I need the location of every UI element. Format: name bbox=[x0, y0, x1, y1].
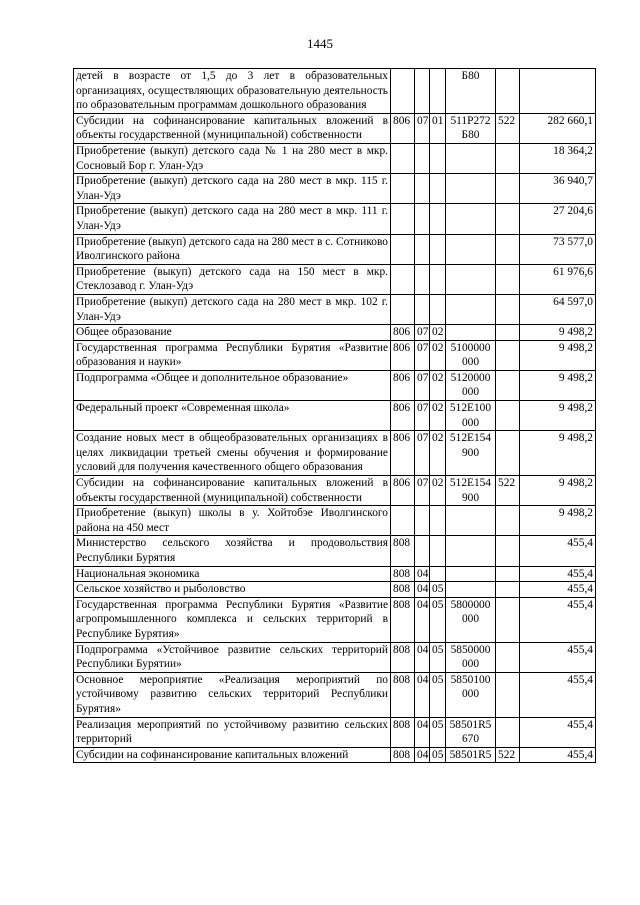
cell-name: Создание новых мест в общеобразовательных организациях в целях ликвидации третьей смены обучения и формирование условий для получения качественного общего образования bbox=[74, 431, 391, 476]
cell-name: Реализация мероприятий по устойчивому развитию сельских территорий bbox=[74, 717, 391, 747]
cell-pr bbox=[430, 234, 446, 264]
cell-pr: 01 bbox=[430, 113, 446, 143]
cell-sum: 455,4 bbox=[520, 597, 596, 642]
cell-rz: 07 bbox=[415, 325, 430, 341]
cell-sum: 455,4 bbox=[520, 672, 596, 717]
cell-name: Сельское хозяйство и рыболовство bbox=[74, 582, 391, 598]
table-row bbox=[74, 143, 596, 173]
cell-rz: 07 bbox=[415, 401, 430, 431]
table-row bbox=[74, 597, 596, 642]
cell-sum: 9 498,2 bbox=[520, 370, 596, 400]
cell-sum: 73 577,0 bbox=[520, 234, 596, 264]
cell-name: Общее образование bbox=[74, 325, 391, 341]
cell-csr bbox=[446, 325, 496, 341]
cell-sum: 455,4 bbox=[520, 717, 596, 747]
table-row bbox=[74, 174, 596, 204]
table-row bbox=[74, 340, 596, 370]
cell-name: Федеральный проект «Современная школа» bbox=[74, 401, 391, 431]
cell-vr bbox=[496, 264, 520, 294]
cell-sum: 455,4 bbox=[520, 582, 596, 598]
table-row bbox=[74, 264, 596, 294]
cell-vr bbox=[496, 582, 520, 598]
cell-rz: 07 bbox=[415, 476, 430, 506]
cell-rz bbox=[415, 294, 430, 324]
cell-rz: 04 bbox=[415, 642, 430, 672]
cell-sum bbox=[520, 69, 596, 114]
cell-vr: 522 bbox=[496, 113, 520, 143]
table-row bbox=[74, 431, 596, 476]
cell-ved bbox=[391, 234, 415, 264]
table-row bbox=[74, 536, 596, 566]
cell-name: Приобретение (выкуп) детского сада на 150 мест в мкр. Стеклозавод г. Улан-Удэ bbox=[74, 264, 391, 294]
cell-pr: 02 bbox=[430, 370, 446, 400]
cell-pr bbox=[430, 536, 446, 566]
cell-name: Субсидии на софинансирование капитальных вложений в объекты государственной (муниципальной) собственности bbox=[74, 113, 391, 143]
table-row bbox=[74, 717, 596, 747]
cell-sum: 9 498,2 bbox=[520, 506, 596, 536]
table-row bbox=[74, 294, 596, 324]
cell-rz bbox=[415, 69, 430, 114]
cell-sum: 282 660,1 bbox=[520, 113, 596, 143]
cell-vr bbox=[496, 672, 520, 717]
cell-rz: 04 bbox=[415, 672, 430, 717]
cell-vr bbox=[496, 717, 520, 747]
cell-sum: 9 498,2 bbox=[520, 401, 596, 431]
cell-sum: 9 498,2 bbox=[520, 431, 596, 476]
cell-csr: 5120000 000 bbox=[446, 370, 496, 400]
table-row bbox=[74, 582, 596, 598]
cell-csr bbox=[446, 506, 496, 536]
budget-table-body bbox=[74, 69, 596, 763]
cell-name: Субсидии на софинансирование капитальных вложений в объекты государственной (муниципальной) собственности bbox=[74, 476, 391, 506]
cell-rz: 07 bbox=[415, 340, 430, 370]
cell-ved: 808 bbox=[391, 597, 415, 642]
cell-csr: 5850000 000 bbox=[446, 642, 496, 672]
table-row bbox=[74, 325, 596, 341]
cell-rz bbox=[415, 264, 430, 294]
cell-sum: 27 204,6 bbox=[520, 204, 596, 234]
cell-ved: 808 bbox=[391, 536, 415, 566]
cell-vr bbox=[496, 294, 520, 324]
cell-name: Приобретение (выкуп) детского сада на 280 мест в мкр. 111 г. Улан-Удэ bbox=[74, 204, 391, 234]
cell-pr: 05 bbox=[430, 717, 446, 747]
cell-pr bbox=[430, 204, 446, 234]
cell-sum: 36 940,7 bbox=[520, 174, 596, 204]
cell-csr bbox=[446, 294, 496, 324]
cell-name: детей в возрасте от 1,5 до 3 лет в образовательных организациях, осуществляющих образовательную деятельность по образовательным программам дошкольного образования bbox=[74, 69, 391, 114]
cell-vr: 522 bbox=[496, 476, 520, 506]
cell-ved: 808 bbox=[391, 672, 415, 717]
cell-ved bbox=[391, 506, 415, 536]
cell-rz: 04 bbox=[415, 717, 430, 747]
cell-vr bbox=[496, 506, 520, 536]
cell-vr bbox=[496, 340, 520, 370]
table-row bbox=[74, 234, 596, 264]
cell-pr: 05 bbox=[430, 747, 446, 763]
cell-rz: 04 bbox=[415, 566, 430, 582]
cell-ved: 808 bbox=[391, 582, 415, 598]
cell-ved: 806 bbox=[391, 340, 415, 370]
cell-pr: 02 bbox=[430, 476, 446, 506]
cell-vr bbox=[496, 69, 520, 114]
cell-csr: 512Е100 000 bbox=[446, 401, 496, 431]
cell-csr bbox=[446, 174, 496, 204]
cell-ved: 808 bbox=[391, 566, 415, 582]
cell-name: Основное мероприятие «Реализация мероприятий по устойчивому развитию сельских территорий Республики Бурятия» bbox=[74, 672, 391, 717]
table-row bbox=[74, 672, 596, 717]
cell-name: Подпрограмма «Общее и дополнительное образование» bbox=[74, 370, 391, 400]
cell-pr: 02 bbox=[430, 431, 446, 476]
cell-ved: 806 bbox=[391, 401, 415, 431]
cell-csr bbox=[446, 536, 496, 566]
cell-vr bbox=[496, 325, 520, 341]
cell-rz: 04 bbox=[415, 597, 430, 642]
cell-name: Приобретение (выкуп) детского сада на 280 мест в мкр. 115 г. Улан-Удэ bbox=[74, 174, 391, 204]
cell-ved: 808 bbox=[391, 642, 415, 672]
cell-name: Приобретение (выкуп) детского сада на 280 мест в с. Сотниково Иволгинского района bbox=[74, 234, 391, 264]
cell-ved: 806 bbox=[391, 431, 415, 476]
cell-sum: 455,4 bbox=[520, 747, 596, 763]
table-row bbox=[74, 401, 596, 431]
cell-csr bbox=[446, 143, 496, 173]
cell-csr: 58501R5 670 bbox=[446, 717, 496, 747]
cell-pr: 02 bbox=[430, 325, 446, 341]
cell-csr: 512Е154 900 bbox=[446, 476, 496, 506]
budget-table bbox=[73, 68, 596, 763]
table-row bbox=[74, 506, 596, 536]
cell-rz: 04 bbox=[415, 582, 430, 598]
cell-csr: 58501R5 bbox=[446, 747, 496, 763]
cell-sum: 61 976,6 bbox=[520, 264, 596, 294]
cell-csr: 512Е154 900 bbox=[446, 431, 496, 476]
cell-rz bbox=[415, 204, 430, 234]
cell-sum: 18 364,2 bbox=[520, 143, 596, 173]
cell-sum: 455,4 bbox=[520, 642, 596, 672]
cell-vr bbox=[496, 204, 520, 234]
cell-pr: 05 bbox=[430, 642, 446, 672]
cell-ved: 806 bbox=[391, 370, 415, 400]
cell-name: Приобретение (выкуп) школы в у. Хойтобэе Иволгинского района на 450 мест bbox=[74, 506, 391, 536]
cell-rz bbox=[415, 143, 430, 173]
cell-vr bbox=[496, 401, 520, 431]
cell-name: Подпрограмма «Устойчивое развитие сельских территорий Республики Бурятии» bbox=[74, 642, 391, 672]
cell-ved: 806 bbox=[391, 476, 415, 506]
table-row bbox=[74, 642, 596, 672]
cell-csr: Б80 bbox=[446, 69, 496, 114]
cell-ved bbox=[391, 294, 415, 324]
table-row bbox=[74, 204, 596, 234]
cell-vr bbox=[496, 143, 520, 173]
cell-csr bbox=[446, 566, 496, 582]
cell-pr bbox=[430, 264, 446, 294]
cell-ved bbox=[391, 264, 415, 294]
cell-rz bbox=[415, 506, 430, 536]
cell-vr: 522 bbox=[496, 747, 520, 763]
cell-sum: 9 498,2 bbox=[520, 476, 596, 506]
cell-rz bbox=[415, 174, 430, 204]
cell-vr bbox=[496, 234, 520, 264]
table-row bbox=[74, 476, 596, 506]
cell-rz: 07 bbox=[415, 113, 430, 143]
cell-pr: 05 bbox=[430, 582, 446, 598]
cell-name: Приобретение (выкуп) детского сада на 280 мест в мкр. 102 г. Улан-Удэ bbox=[74, 294, 391, 324]
cell-csr: 5800000 000 bbox=[446, 597, 496, 642]
cell-csr: 511Р272 Б80 bbox=[446, 113, 496, 143]
cell-pr bbox=[430, 566, 446, 582]
cell-vr bbox=[496, 597, 520, 642]
cell-vr bbox=[496, 566, 520, 582]
table-row bbox=[74, 370, 596, 400]
cell-rz: 07 bbox=[415, 431, 430, 476]
cell-ved bbox=[391, 69, 415, 114]
cell-ved: 808 bbox=[391, 747, 415, 763]
cell-name: Государственная программа Республики Бурятия «Развитие агропромышленного комплекса и сельских территорий в Республике Бурятия» bbox=[74, 597, 391, 642]
cell-name: Министерство сельского хозяйства и продовольствия Республики Бурятия bbox=[74, 536, 391, 566]
cell-vr bbox=[496, 431, 520, 476]
cell-ved bbox=[391, 143, 415, 173]
cell-pr bbox=[430, 143, 446, 173]
cell-csr bbox=[446, 234, 496, 264]
cell-name: Субсидии на софинансирование капитальных вложений bbox=[74, 747, 391, 763]
cell-sum: 455,4 bbox=[520, 566, 596, 582]
cell-csr bbox=[446, 204, 496, 234]
cell-ved bbox=[391, 174, 415, 204]
cell-pr bbox=[430, 294, 446, 324]
table-row bbox=[74, 69, 596, 114]
cell-csr: 5100000 000 bbox=[446, 340, 496, 370]
cell-sum: 9 498,2 bbox=[520, 325, 596, 341]
table-row bbox=[74, 747, 596, 763]
cell-vr bbox=[496, 642, 520, 672]
cell-pr: 02 bbox=[430, 401, 446, 431]
cell-vr bbox=[496, 536, 520, 566]
cell-pr bbox=[430, 174, 446, 204]
cell-pr: 05 bbox=[430, 672, 446, 717]
cell-rz bbox=[415, 536, 430, 566]
cell-vr bbox=[496, 174, 520, 204]
cell-csr bbox=[446, 582, 496, 598]
cell-sum: 64 597,0 bbox=[520, 294, 596, 324]
cell-name: Национальная экономика bbox=[74, 566, 391, 582]
table-row bbox=[74, 566, 596, 582]
cell-ved: 806 bbox=[391, 113, 415, 143]
table-row bbox=[74, 113, 596, 143]
cell-pr: 05 bbox=[430, 597, 446, 642]
cell-name: Приобретение (выкуп) детского сада № 1 на 280 мест в мкр. Сосновый Бор г. Улан-Удэ bbox=[74, 143, 391, 173]
cell-csr: 5850100 000 bbox=[446, 672, 496, 717]
page-number: 1445 bbox=[307, 36, 333, 51]
cell-ved bbox=[391, 204, 415, 234]
cell-pr bbox=[430, 506, 446, 536]
cell-name: Государственная программа Республики Бурятия «Развитие образования и науки» bbox=[74, 340, 391, 370]
cell-pr bbox=[430, 69, 446, 114]
cell-sum: 9 498,2 bbox=[520, 340, 596, 370]
cell-rz: 07 bbox=[415, 370, 430, 400]
cell-rz bbox=[415, 234, 430, 264]
cell-vr bbox=[496, 370, 520, 400]
cell-ved: 806 bbox=[391, 325, 415, 341]
cell-csr bbox=[446, 264, 496, 294]
cell-pr: 02 bbox=[430, 340, 446, 370]
cell-sum: 455,4 bbox=[520, 536, 596, 566]
cell-ved: 808 bbox=[391, 717, 415, 747]
cell-rz: 04 bbox=[415, 747, 430, 763]
